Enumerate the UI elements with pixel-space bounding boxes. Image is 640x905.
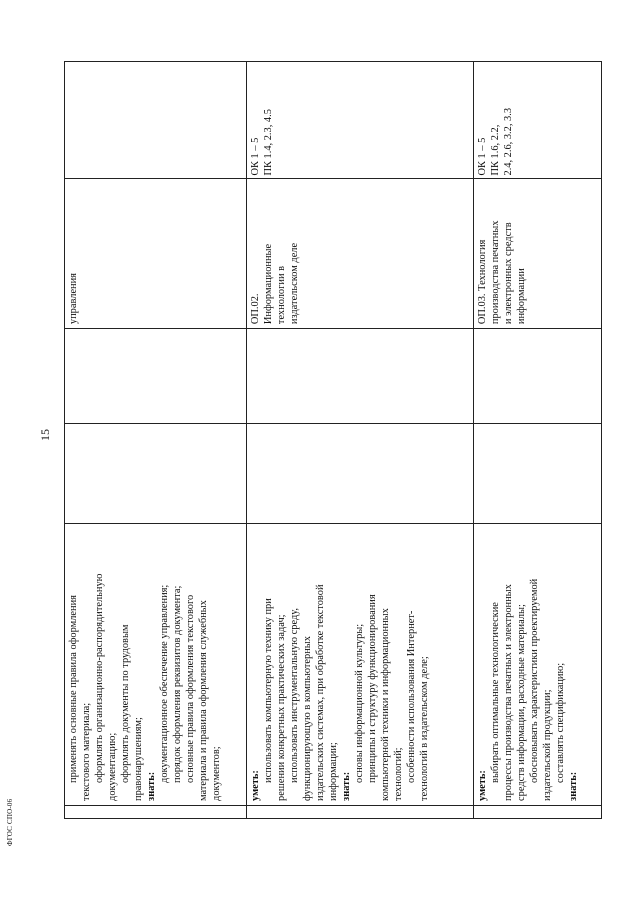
hours-max-cell — [474, 424, 602, 523]
footer-document-code: ФГОС СПО-06 — [6, 798, 14, 846]
row-margin-cell — [474, 805, 602, 818]
hours-required-cell — [474, 329, 602, 424]
discipline-title-cell — [247, 179, 474, 329]
text-line: оформлять организационно-распорядительную — [94, 573, 105, 783]
competency-codes-cell — [474, 62, 602, 180]
title-line: информации — [516, 268, 527, 325]
title-line: Информационные — [263, 243, 274, 325]
title-line: технологии в — [276, 265, 287, 325]
text-line: документацию; — [107, 732, 118, 801]
text-line: знать: — [146, 771, 157, 801]
text-line: оформлять документы по трудовым — [120, 624, 131, 783]
text-line: решении конкретных практических задач; — [276, 614, 287, 801]
text-line: основные правила оформления текстового — [185, 594, 196, 783]
text-line: обосновывать характеристики проектируемой — [529, 578, 540, 783]
text-line: уметь: — [250, 770, 261, 801]
text-line: текстового материала; — [81, 702, 92, 801]
code-line: ПК 1.6, 2.2, — [490, 124, 501, 176]
competency-codes-cell — [65, 62, 247, 180]
text-line: информации; — [328, 742, 339, 801]
table-row — [474, 62, 602, 819]
title-line: производства печатных — [490, 220, 501, 325]
text-line: технологий; — [393, 747, 404, 801]
skills-knowledge-cell — [247, 523, 474, 805]
row-margin-cell — [65, 805, 247, 818]
code-line: ПК 1.4, 2.3, 4.5 — [263, 109, 274, 176]
text-line: применять основные правила оформления — [68, 595, 79, 783]
hours-required-cell — [65, 329, 247, 424]
title-line: издательском деле — [289, 242, 300, 325]
code-line: 2.4, 2.6, 3.2, 3.3 — [503, 107, 514, 176]
text-line: знать: — [568, 771, 579, 801]
skills-knowledge-cell — [474, 523, 602, 805]
text-line: знать: — [341, 771, 352, 801]
hours-required-cell — [247, 329, 474, 424]
table-row — [65, 62, 247, 819]
text-line: выбирать оптимальные технологические — [490, 602, 501, 783]
text-line: порядок оформления реквизитов документа; — [172, 585, 183, 783]
code-line: ОК 1 – 5 — [250, 137, 261, 176]
competency-codes-cell — [247, 62, 474, 180]
text-line: издательской продукции; — [542, 689, 553, 801]
text-line: использовать компьютерную технику при — [263, 598, 274, 783]
text-line: уметь: — [477, 770, 488, 801]
hours-max-cell — [247, 424, 474, 523]
text-line: использовать инструментальную среду, — [289, 608, 300, 783]
text-line: средств информации, расходные материалы; — [516, 604, 527, 801]
competency-table — [64, 61, 602, 819]
text-line: процессы производства печатных и электронных — [503, 584, 514, 801]
table-row — [247, 62, 474, 819]
text-line: технологий в издательском деле; — [419, 656, 430, 801]
text-line: документов; — [211, 746, 222, 801]
text-line: основы информационной культуры; — [354, 623, 365, 783]
page-number: 15 — [38, 429, 52, 441]
title-line: ОП.02. — [250, 293, 261, 325]
text-line: составлять спецификацию; — [555, 662, 566, 783]
text-line: компьютерной техники и информационных — [380, 608, 391, 801]
title-line: управления — [68, 273, 79, 325]
skills-knowledge-cell — [65, 523, 247, 805]
table-rotator — [64, 61, 602, 819]
row-margin-cell — [247, 805, 474, 818]
discipline-title-cell — [474, 179, 602, 329]
text-line: правонарушениям; — [133, 717, 144, 801]
text-line: материала и правила оформления служебных — [198, 600, 209, 801]
text-line: принципы и структуру функционирования — [367, 594, 378, 783]
text-line: функционирующую в компьютерных — [302, 636, 313, 801]
discipline-title-cell — [65, 179, 247, 329]
text-line: издательских системах, при обработке текстовой — [315, 584, 326, 801]
hours-max-cell — [65, 424, 247, 523]
table-container — [64, 61, 602, 819]
text-line: особенности использования Интернет- — [406, 610, 417, 783]
code-line: ОК 1 – 5 — [477, 137, 488, 176]
text-line: документационное обеспечение управления; — [159, 584, 170, 783]
title-line: и электронных средств — [503, 222, 514, 325]
title-line: ОП.03. Технология — [477, 239, 488, 325]
